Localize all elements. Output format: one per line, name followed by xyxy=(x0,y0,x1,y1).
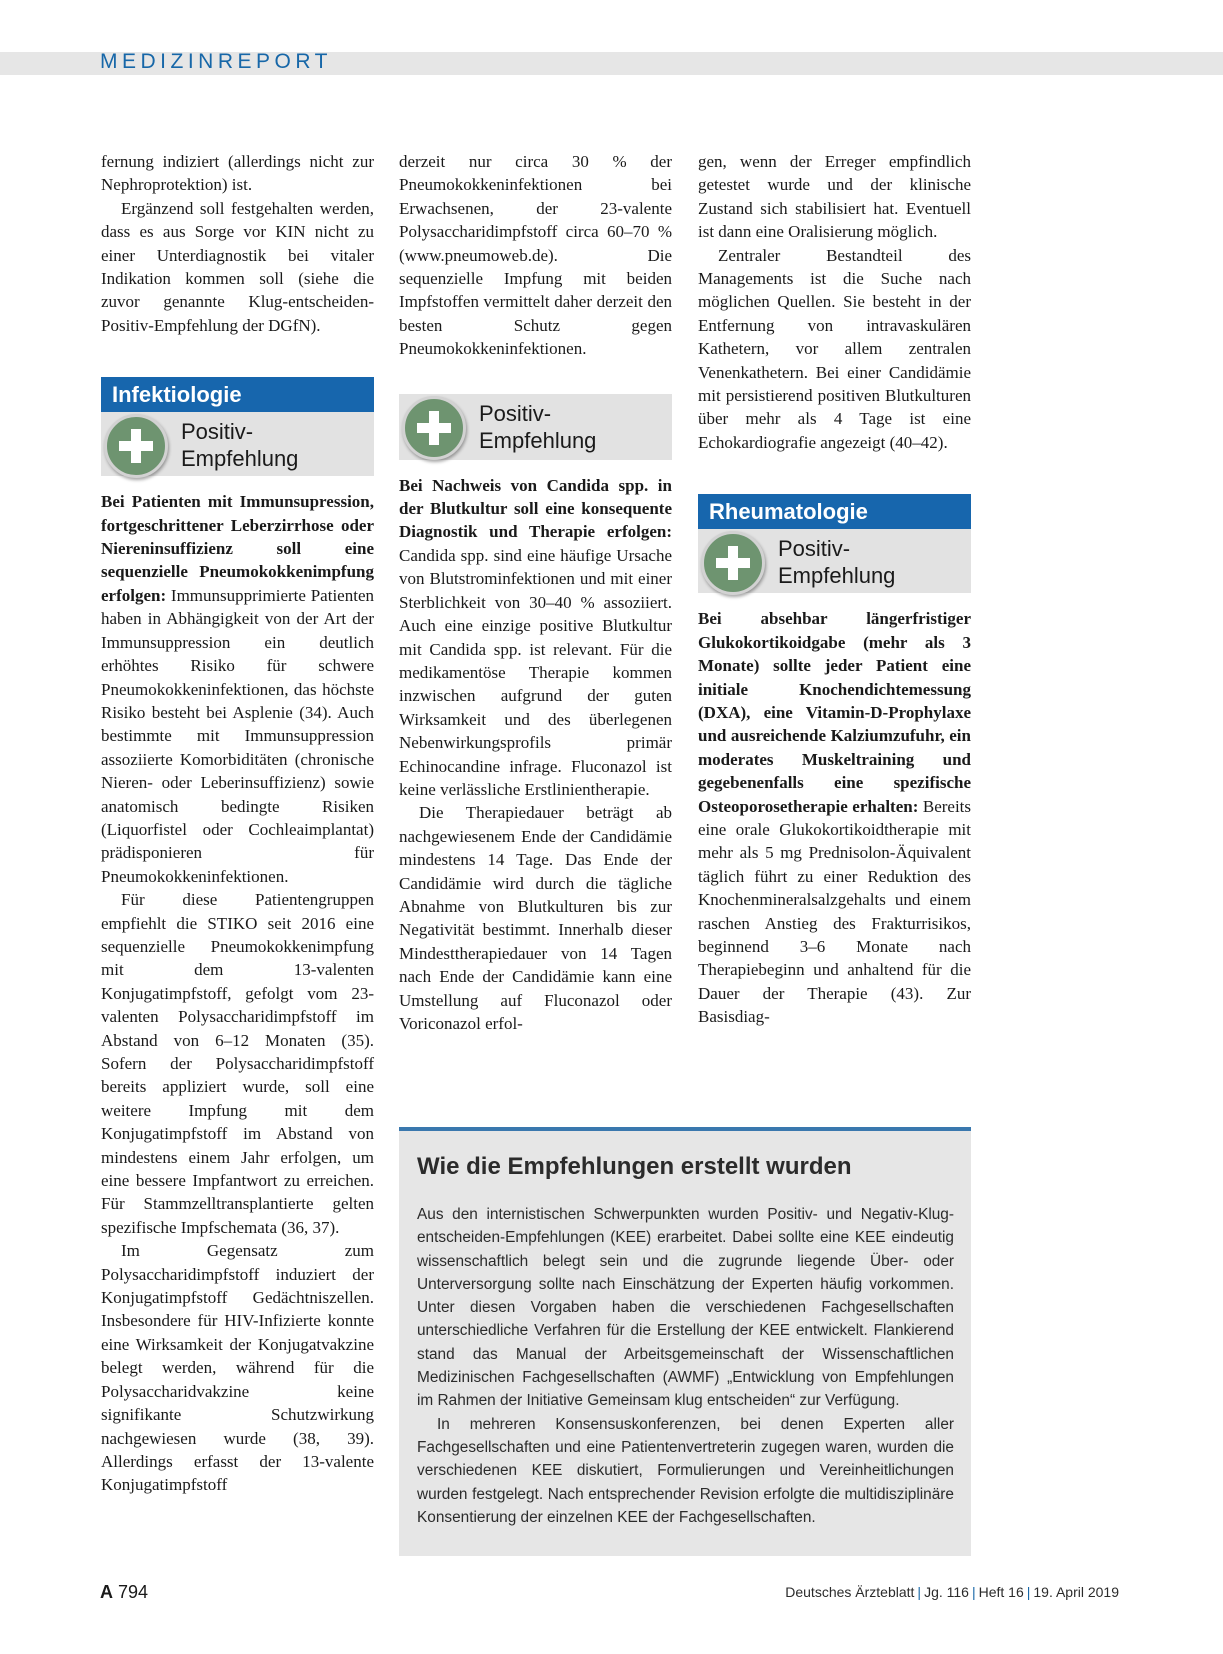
info-box-title: Wie die Empfehlungen erstellt wurden xyxy=(417,1153,852,1180)
paragraph: Für diese Patientengruppen empfiehlt die STIKO seit 2016 eine sequenzielle Pneumokokkenimpfung mit dem 13-valenten Konjugatimpfstoff, gefolgt vom 23-valenten Polysaccharidimpfstoff im Abstand von 6–12 Monaten (35). Sofern der Polysaccharidimpfstoff bereits appliziert wurde, soll eine weitere Impfung mit dem Konjugatimpfstoff im Abstand von mindestens einem Jahr erfolgen, um eine bessere Impfantwort zu erreichen. Für Stammzelltransplantierte gelten spezifische Impfschemata (36, 37). xyxy=(101,890,374,1237)
paragraph: In mehreren Konsensuskonferenzen, bei denen Experten aller Fachgesellschaften und eine Patientenvertreterin zugegen waren, wurden die verschiedenen KEE diskutiert, Formulierungen und Vereinheitlichungen wurden festgelegt. Nach entsprechender Revision erfolgte die multidisziplinäre Konsentierung der einzelnen KEE der Fachgesellschaften. xyxy=(417,1415,954,1526)
plus-icon xyxy=(701,531,765,595)
paragraph: Ergänzend soll festgehalten werden, dass es aus Sorge vor KIN nicht zu einer Unterdiagnostik bei vitaler Indikation kommen soll (siehe die zuvor genannte Klug-entscheiden-Positiv-Empfehlung der DGfN). xyxy=(101,198,374,335)
page-number: A 794 xyxy=(100,1582,149,1602)
recommendation-lead: Bei Nachweis von Candida spp. in der Blutkultur soll eine konsequente Diagnostik und Therapie erfolgen: xyxy=(399,475,672,542)
column-1 xyxy=(101,150,374,1497)
info-box-body xyxy=(417,1203,954,1529)
paragraph: Zentraler Bestandteil des Managements ist die Suche nach möglichen Quellen. Sie besteht in der Entfernung von intravaskulären Kathetern, vor allem zentralen Venenkathetern. Bei einer Candidämie mit persistierend positiven Blutkulturen über mehr als 4 Tage ist eine Echokardiografie angezeigt (40–42). xyxy=(698,245,971,452)
badge-label: Positiv- Empfehlung xyxy=(778,536,896,589)
category-heading-rheumatologie: Rheumatologie xyxy=(698,494,971,529)
info-box xyxy=(399,1127,971,1556)
paragraph: fernung indiziert (allerdings nicht zur Nephroprotektion) ist. xyxy=(101,152,374,195)
paragraph: Die Therapiedauer beträgt ab nachgewiesenem Ende der Candidämie mindestens 14 Tage. Das Ende der Candidämie wird durch die tägliche Abnahme von Blutkulturen bis zur Negativität bestimmt. Innerhalb dieser Mindesttherapiedauer von 14 Tagen nach Ende der Candidämie kann eine Umstellung auf Fluconazol oder Voriconazol erfol- xyxy=(399,803,672,1033)
paragraph: gen, wenn der Erreger empfindlich getestet wurde und der klinische Zustand sich stabilisiert hat. Eventuell ist dann eine Oralisierung möglich. xyxy=(698,152,971,242)
paragraph: Im Gegensatz zum Polysaccharidimpfstoff induziert der Konjugatimpfstoff Gedächtniszellen. Insbesondere für HIV-Infizierte konnte eine Wirksamkeit der Konjugatvakzine belegt werden, während für die Polysaccharidvakzine keine signifikante Schutzwirkung nachgewiesen wurde (38, 39). Allerdings erfasst der 13-valente Konjugatimpfstoff xyxy=(101,1241,374,1495)
paragraph: derzeit nur circa 30 % der Pneumokokkeninfektionen bei Erwachsenen, der 23-valente Polysaccharidimpfstoff circa 60–70 % (www.pneumoweb.de). Die sequenzielle Impfung mit beiden Impfstoffen vermittelt daher derzeit den besten Schutz gegen Pneumokokkeninfektionen. xyxy=(399,152,672,359)
positive-recommendation-badge xyxy=(101,412,374,476)
positive-recommendation-badge xyxy=(698,529,971,593)
category-heading-infektiologie: Infektiologie xyxy=(101,377,374,412)
journal-citation: Deutsches Ärzteblatt | Jg. 116 | Heft 16 | 19. April 2019 xyxy=(785,1584,1119,1600)
paragraph: Aus den internistischen Schwerpunkten wurden Positiv- und Negativ-Klug-entscheiden-Empfehlungen (KEE) erarbeitet. Dabei sollte eine KEE eindeutig wissenschaftlich belegt sein und die zugrunde liegende Über- oder Unterversorgung sollte nach Einschätzung der Experten häufig vorkommen. Unter diesen Vorgaben haben die verschiedenen Fachgesellschaften unterschiedliche Verfahren für die Erstellung der KEE entwickelt. Flankierend stand das Manual der Arbeitsgemeinschaft der Wissenschaftlichen Medizinischen Fachgesellschaften (AWMF) „Entwicklung von Empfehlungen im Rahmen der Initiative Gemeinsam klug entscheiden“ zur Verfügung. xyxy=(417,1206,954,1410)
column-2 xyxy=(399,150,672,1035)
recommendation-paragraph: Bei Nachweis von Candida spp. in der Blutkultur soll eine konsequente Diagnostik und Therapie erfolgen: Candida spp. sind eine häufige Ursache von Blutstrominfektionen und mit einer Sterblichkeit von 30–40 % assoziiert. Auch eine einzige positive Blutkultur mit Candida spp. ist relevant. Für die medikamentöse Therapie kommen inzwischen aufgrund der guten Wirksamkeit und des überlegenen Nebenwirkungsprofils primär Echinocandine infrage. Fluconazol ist keine verlässliche Erstlinientherapie. xyxy=(399,475,672,799)
column-3 xyxy=(698,150,971,1029)
recommendation-paragraph: Bei Patienten mit Immunsupression, fortgeschrittener Leberzirrhose oder Niereninsuffizienz soll eine sequenzielle Pneumokokkenimpfung erfolgen: Immunsupprimierte Patienten haben in Abhängigkeit von der Art der Immunsuppression ein deutlich erhöhtes Risiko für schwere Pneumokokkeninfektionen, das höchste Risiko besteht bei Asplenie (34). Auch bestimmte mit Immunsuppression assoziierte Komorbiditäten (chronische Nieren- oder Leberinsuffizienz) sowie anatomisch bedingte Risiken (Liquorfistel oder Cochleaimplantat) prädisponieren für Pneumokokkeninfektionen. xyxy=(101,492,374,886)
badge-label: Positiv- Empfehlung xyxy=(479,400,597,453)
section-label: MEDIZINREPORT xyxy=(100,50,332,73)
recommendation-paragraph: Bei absehbar längerfristiger Glukokortikoidgabe (mehr als 3 Monate) sollte jeder Patient eine initiale Knochendichtemessung (DXA), eine Vitamin-D-Prophylaxe und ausreichende Kalziumzufuhr, ein moderates Muskeltraining und gegebenenfalls eine spezifische Osteoporosetherapie erhalten: Bereits eine orale Glukokortikoidtherapie mit mehr als 5 mg Prednisolon-Äquivalent täglich führt zu einer Reduktion des Knochenmineralsalzgehalts und einem raschen Anstieg des Frakturrisikos, beginnend 3–6 Monate nach Therapiebeginn und anhaltend für die Dauer der Therapie (43). Zur Basisdiag- xyxy=(698,609,972,1027)
recommendation-lead: Bei Patienten mit Immunsupression, fortgeschrittener Leberzirrhose oder Niereninsuffizienz soll eine sequenzielle Pneumokokkenimpfung erfolgen: xyxy=(101,492,374,605)
badge-label: Positiv- Empfehlung xyxy=(181,419,299,472)
plus-icon xyxy=(402,396,466,460)
positive-recommendation-badge xyxy=(399,394,672,460)
plus-icon xyxy=(104,414,168,478)
recommendation-lead: Bei absehbar längerfristiger Glukokortikoidgabe (mehr als 3 Monate) sollte jeder Patient eine initiale Knochendichtemessung (DXA), eine Vitamin-D-Prophylaxe und ausreichende Kalziumzufuhr, ein moderates Muskeltraining und gegebenenfalls eine spezifische Osteoporosetherapie erhalten: xyxy=(698,609,971,816)
